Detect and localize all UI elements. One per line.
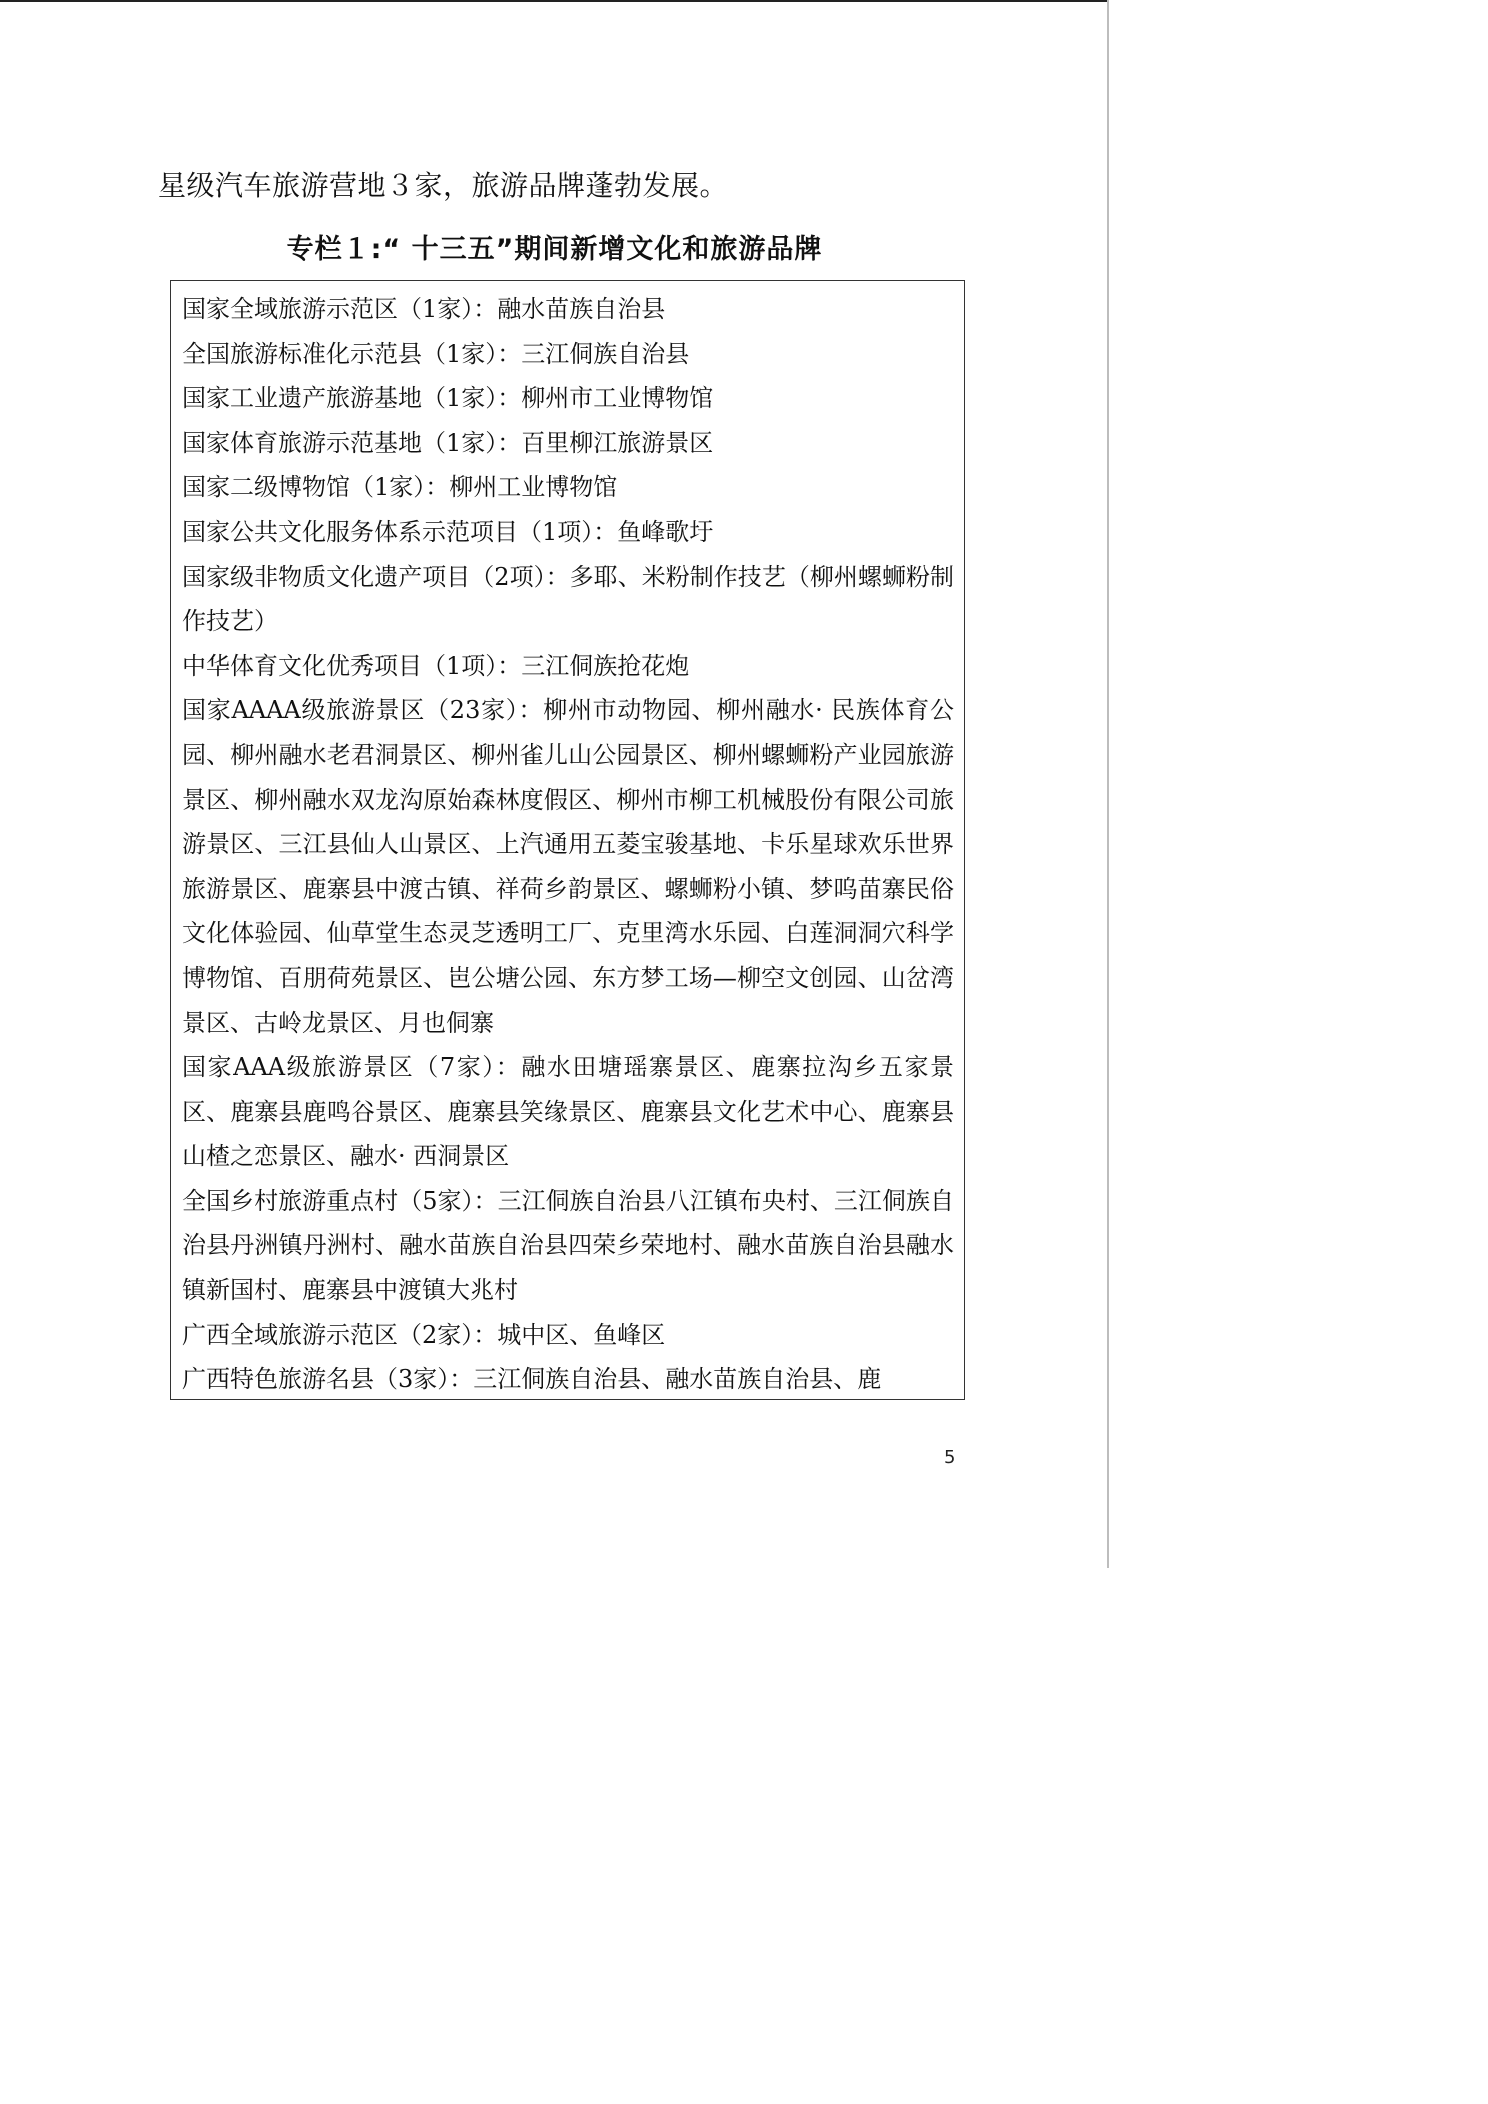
list-item: 国家AAA级旅游景区（7家）：融水田塘瑶寨景区、鹿寨拉沟乡五家景区、鹿寨县鹿鸣谷景区、鹿寨县笑缘景区、鹿寨县文化艺术中心、鹿寨县山楂之恋景区、融水· 西洞景区 bbox=[182, 1053, 954, 1171]
top-border-line bbox=[0, 0, 1109, 2]
list-item: 国家体育旅游示范基地（1家）：百里柳江旅游景区 bbox=[182, 428, 714, 457]
page-number: 5 bbox=[944, 1447, 956, 1468]
list-item: 国家公共文化服务体系示范项目（1项）：鱼峰歌圩 bbox=[182, 517, 714, 546]
column-title: 专栏１:“ 十三五”期间新增文化和旅游品牌 bbox=[286, 234, 823, 265]
intro-paragraph: 星级汽车旅游营地３家，旅游品牌蓬勃发展。 bbox=[158, 169, 729, 202]
brand-list bbox=[171, 281, 964, 1400]
list-item: 国家工业遗产旅游基地（1家）：柳州市工业博物馆 bbox=[182, 384, 714, 413]
list-item: 全国旅游标准化示范县（1家）：三江侗族自治县 bbox=[182, 339, 690, 368]
list-item: 广西全域旅游示范区（2家）：城中区、鱼峰区 bbox=[182, 1320, 666, 1349]
list-item: 国家二级博物馆（1家）：柳州工业博物馆 bbox=[182, 473, 618, 502]
list-item: 全国乡村旅游重点村（5家）：三江侗族自治县八江镇布央村、三江侗族自治县丹洲镇丹洲村、融水苗族自治县四荣乡荣地村、融水苗族自治县融水镇新国村、鹿寨县中渡镇大兆村 bbox=[182, 1186, 954, 1305]
list-item: 中华体育文化优秀项目（1项）：三江侗族抢花炮 bbox=[182, 651, 690, 680]
list-item: 国家级非物质文化遗产项目（2项）：多耶、米粉制作技艺（柳州螺蛳粉制作技艺） bbox=[182, 562, 954, 636]
list-item: 国家全域旅游示范区（1家）：融水苗族自治县 bbox=[182, 295, 666, 323]
list-item: 广西特色旅游名县（3家）：三江侗族自治县、融水苗族自治县、鹿 bbox=[182, 1365, 882, 1394]
list-item: 国家AAAA级旅游景区（23家）：柳州市动物园、柳州融水· 民族体育公园、柳州融水老君洞景区、柳州雀儿山公园景区、柳州螺蛳粉产业园旅游景区、柳州融水双龙沟原始森林度假区、柳州市柳工机械股份有限公司旅游景区、三江县仙人山景区、上汽通用五菱宝骏基地、卡乐星球欢乐世界旅游景区、鹿寨县中渡古镇、祥荷乡韵景区、螺蛳粉小镇、梦呜苗寨民俗文化体验园、仙草堂生态灵芝透明工厂、克里湾水乐园、白莲洞洞穴科学博物馆、百朋荷苑景区、岜公塘公园、东方梦工场—柳空文创园、山岔湾景区、古岭龙景区、月也侗寨 bbox=[182, 696, 954, 1037]
brand-list-box bbox=[170, 280, 965, 1400]
